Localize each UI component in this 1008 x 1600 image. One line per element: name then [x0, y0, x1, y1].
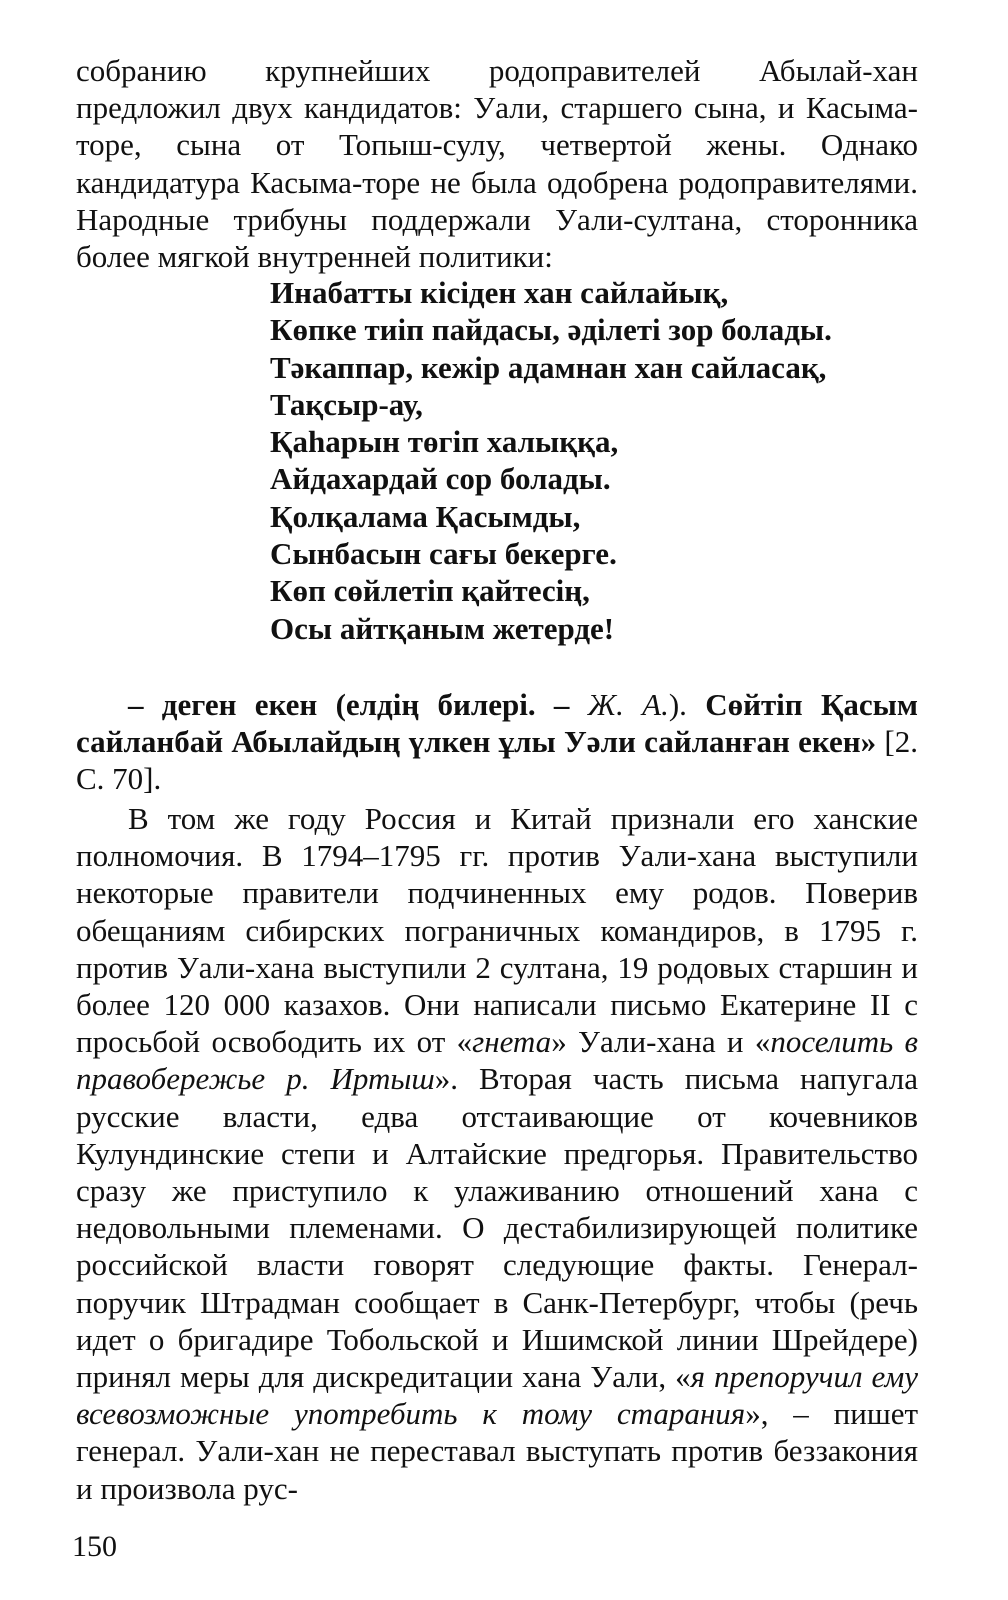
poem-line: Көп сөйлетіп қайтесің,	[270, 573, 590, 609]
body-text: », – пишет генерал. Уали-хан не переставал выступать против беззакония и произвола рус-	[76, 1396, 919, 1506]
body-text: » Уали-хана и «	[551, 1024, 771, 1060]
poem-line: Осы айтқаным жетерде!	[270, 610, 615, 646]
body-text: ». Вторая часть письма напугала русские власти, едва отстаивающие от кочевников Кулундинские степи и Алтайские предгорья. Правительство сразу же приступило к улаживанию отношений хана с недовольными племенами. О дестабилизирующей политике российской власти говорят следующие факты. Генерал-поручик Штрадман сообщает в Санк-Петербург, чтобы (речь идет о бригадире Тобольской и Ишимской линии Шрейдере) принял меры для дискредитации хана Уали, «	[76, 1061, 918, 1395]
intro-paragraph: собранию крупнейших родоправителей Абылай-хан предложил двух кандидатов: Уали, старшего сына, и Касыма-торе, сына от Топыш-сулу, четвертой жены. Однако кандидатура Касыма-торе не была одобрена родоправителями. Народные трибуны поддержали Уали-султана, сторонника более мягкой внутренней политики:	[76, 53, 918, 275]
quote-text-bold: – деген екен (елдің билері. –	[128, 687, 570, 722]
italic-quote: я препоручил ему всевозможные употребить к тому старания	[76, 1359, 919, 1432]
citation-reference: [2. С. 70].	[76, 724, 918, 797]
body-text: В том же году Россия и Китай признали его ханские полномочия. В 1794–1795 гг. против Уали-хана выступили некоторые правители подчиненных ему родов. Поверив обещаниям сибирских пограничных командиров, в 1795 г. против Уали-хана выступили 2 султана, 19 родовых старшин и более 120 000 казахов. Они написали письмо Екатерине II с просьбой освободить их от «	[76, 801, 918, 1060]
poem-line: Тақсыр-ау,	[270, 386, 423, 422]
poem-line: Тәкаппар, кежір адамнан хан сайласақ,	[270, 349, 827, 385]
poem-line: Инабатты кісіден хан сайлайық,	[270, 275, 729, 310]
kazakh-poem	[270, 274, 970, 647]
italic-quote: поселить в правобережье р. Иртыш	[76, 1024, 919, 1097]
poem-line: Қаһарын төгіп халыққа,	[270, 424, 619, 460]
quote-text: ).	[668, 687, 687, 722]
poem-line: Көпке тиіп пайдасы, әділеті зор болады.	[270, 312, 832, 348]
quote-text-bold: Сөйтіп Қасым сайланбай Абылайдың үлкен ұлы Уәли сайланған екен»	[76, 687, 918, 760]
main-paragraph	[76, 800, 918, 1507]
italic-quote: гнета	[472, 1024, 552, 1060]
poem-line: Қолқалама Қасымды,	[270, 498, 581, 534]
poem-line: Сынбасын сағы бекерге.	[270, 536, 617, 572]
page-number: 150	[72, 1530, 117, 1563]
quote-attribution-paragraph	[76, 686, 918, 798]
author-initials: Ж. А.	[587, 687, 669, 722]
poem-line: Айдахардай сор болады.	[270, 461, 611, 497]
